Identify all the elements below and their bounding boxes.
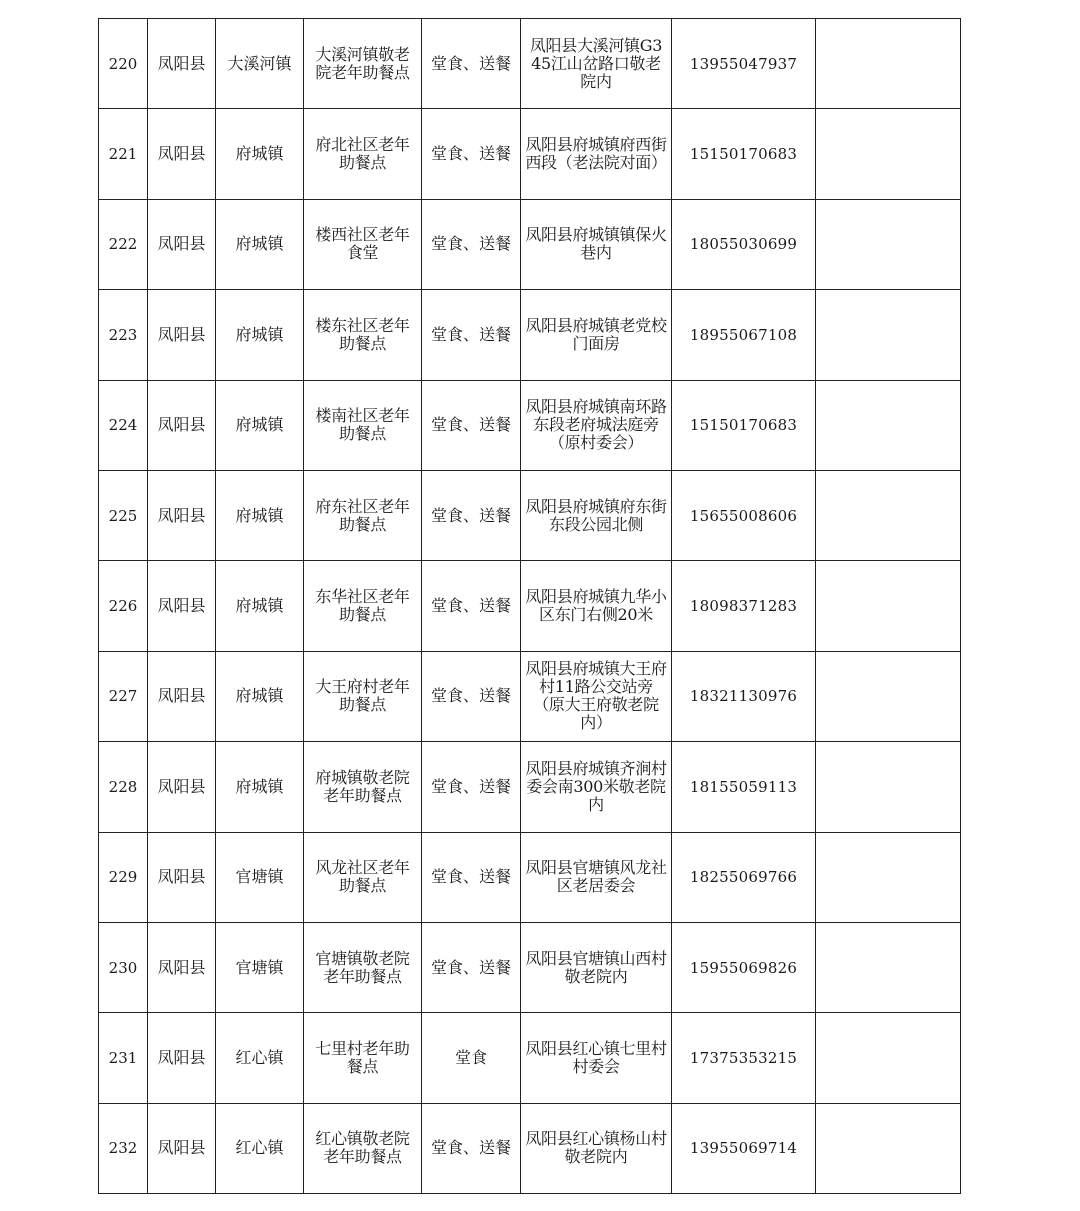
service-type-cell: 堂食、送餐 [422,832,521,922]
table-row [99,922,961,1012]
phone-cell: 13955047937 [672,19,816,109]
note-cell [816,561,961,651]
note-cell [816,742,961,832]
service-type-cell: 堂食、送餐 [422,922,521,1012]
meal-point-name-cell: 七里村老年助餐点 [304,1013,422,1103]
phone-cell: 15955069826 [672,922,816,1012]
county-cell: 凤阳县 [148,832,216,922]
county-cell: 凤阳县 [148,561,216,651]
service-type-cell: 堂食、送餐 [422,290,521,380]
table-row [99,290,961,380]
phone-cell: 15150170683 [672,380,816,470]
town-cell: 官塘镇 [216,922,304,1012]
table-row [99,1013,961,1103]
county-cell: 凤阳县 [148,922,216,1012]
phone-cell: 18255069766 [672,832,816,922]
town-cell: 府城镇 [216,199,304,289]
address-cell: 凤阳县府城镇府东街东段公园北侧 [521,470,672,560]
meal-point-name-cell: 红心镇敬老院老年助餐点 [304,1103,422,1193]
row-number: 226 [99,561,148,651]
row-number: 227 [99,651,148,741]
county-cell: 凤阳县 [148,651,216,741]
table-body [99,19,961,1194]
address-cell: 凤阳县府城镇府西街西段（老法院对面） [521,109,672,199]
service-type-cell: 堂食、送餐 [422,561,521,651]
service-type-cell: 堂食、送餐 [422,742,521,832]
meal-point-name-cell: 官塘镇敬老院老年助餐点 [304,922,422,1012]
table-row [99,19,961,109]
service-type-cell: 堂食 [422,1013,521,1103]
county-cell: 凤阳县 [148,1103,216,1193]
row-number: 229 [99,832,148,922]
meal-point-name-cell: 府北社区老年助餐点 [304,109,422,199]
county-cell: 凤阳县 [148,742,216,832]
row-number: 222 [99,199,148,289]
note-cell [816,199,961,289]
town-cell: 大溪河镇 [216,19,304,109]
meal-point-name-cell: 楼西社区老年食堂 [304,199,422,289]
phone-cell: 15655008606 [672,470,816,560]
note-cell [816,1013,961,1103]
address-cell: 凤阳县红心镇七里村村委会 [521,1013,672,1103]
town-cell: 府城镇 [216,561,304,651]
meal-point-name-cell: 大王府村老年助餐点 [304,651,422,741]
service-type-cell: 堂食、送餐 [422,199,521,289]
address-cell: 凤阳县官塘镇风龙社区老居委会 [521,832,672,922]
town-cell: 府城镇 [216,742,304,832]
table-row [99,651,961,741]
service-type-cell: 堂食、送餐 [422,380,521,470]
note-cell [816,109,961,199]
town-cell: 府城镇 [216,109,304,199]
address-cell: 凤阳县府城镇九华小区东门右侧20米 [521,561,672,651]
table-row [99,832,961,922]
table-row [99,470,961,560]
address-cell: 凤阳县府城镇老党校门面房 [521,290,672,380]
note-cell [816,19,961,109]
meal-point-name-cell: 东华社区老年助餐点 [304,561,422,651]
table-row [99,561,961,651]
phone-cell: 13955069714 [672,1103,816,1193]
note-cell [816,290,961,380]
note-cell [816,380,961,470]
county-cell: 凤阳县 [148,199,216,289]
note-cell [816,651,961,741]
note-cell [816,1103,961,1193]
address-cell: 凤阳县大溪河镇G345江山岔路口敬老院内 [521,19,672,109]
phone-cell: 18098371283 [672,561,816,651]
meal-point-name-cell: 大溪河镇敬老院老年助餐点 [304,19,422,109]
county-cell: 凤阳县 [148,380,216,470]
phone-cell: 18055030699 [672,199,816,289]
address-cell: 凤阳县府城镇大王府村11路公交站旁（原大王府敬老院内） [521,651,672,741]
table-row [99,109,961,199]
county-cell: 凤阳县 [148,470,216,560]
table-row [99,1103,961,1193]
row-number: 224 [99,380,148,470]
town-cell: 红心镇 [216,1013,304,1103]
service-type-cell: 堂食、送餐 [422,1103,521,1193]
county-cell: 凤阳县 [148,19,216,109]
row-number: 232 [99,1103,148,1193]
row-number: 228 [99,742,148,832]
address-cell: 凤阳县红心镇杨山村敬老院内 [521,1103,672,1193]
meal-point-name-cell: 府东社区老年助餐点 [304,470,422,560]
address-cell: 凤阳县府城镇镇保火巷内 [521,199,672,289]
address-cell: 凤阳县官塘镇山西村敬老院内 [521,922,672,1012]
address-cell: 凤阳县府城镇齐涧村委会南300米敬老院内 [521,742,672,832]
meal-point-name-cell: 府城镇敬老院老年助餐点 [304,742,422,832]
row-number: 231 [99,1013,148,1103]
address-cell: 凤阳县府城镇南环路东段老府城法庭旁（原村委会） [521,380,672,470]
town-cell: 府城镇 [216,380,304,470]
note-cell [816,922,961,1012]
table-row [99,199,961,289]
service-type-cell: 堂食、送餐 [422,19,521,109]
town-cell: 府城镇 [216,290,304,380]
meal-point-name-cell: 楼南社区老年助餐点 [304,380,422,470]
meal-points-table [98,18,961,1194]
note-cell [816,470,961,560]
service-type-cell: 堂食、送餐 [422,109,521,199]
meal-point-name-cell: 风龙社区老年助餐点 [304,832,422,922]
phone-cell: 15150170683 [672,109,816,199]
county-cell: 凤阳县 [148,109,216,199]
row-number: 223 [99,290,148,380]
meal-point-name-cell: 楼东社区老年助餐点 [304,290,422,380]
phone-cell: 18155059113 [672,742,816,832]
town-cell: 府城镇 [216,470,304,560]
phone-cell: 18955067108 [672,290,816,380]
row-number: 230 [99,922,148,1012]
row-number: 221 [99,109,148,199]
service-type-cell: 堂食、送餐 [422,470,521,560]
town-cell: 红心镇 [216,1103,304,1193]
county-cell: 凤阳县 [148,290,216,380]
note-cell [816,832,961,922]
phone-cell: 18321130976 [672,651,816,741]
town-cell: 官塘镇 [216,832,304,922]
county-cell: 凤阳县 [148,1013,216,1103]
service-type-cell: 堂食、送餐 [422,651,521,741]
table-row [99,380,961,470]
town-cell: 府城镇 [216,651,304,741]
table-row [99,742,961,832]
row-number: 225 [99,470,148,560]
row-number: 220 [99,19,148,109]
phone-cell: 17375353215 [672,1013,816,1103]
